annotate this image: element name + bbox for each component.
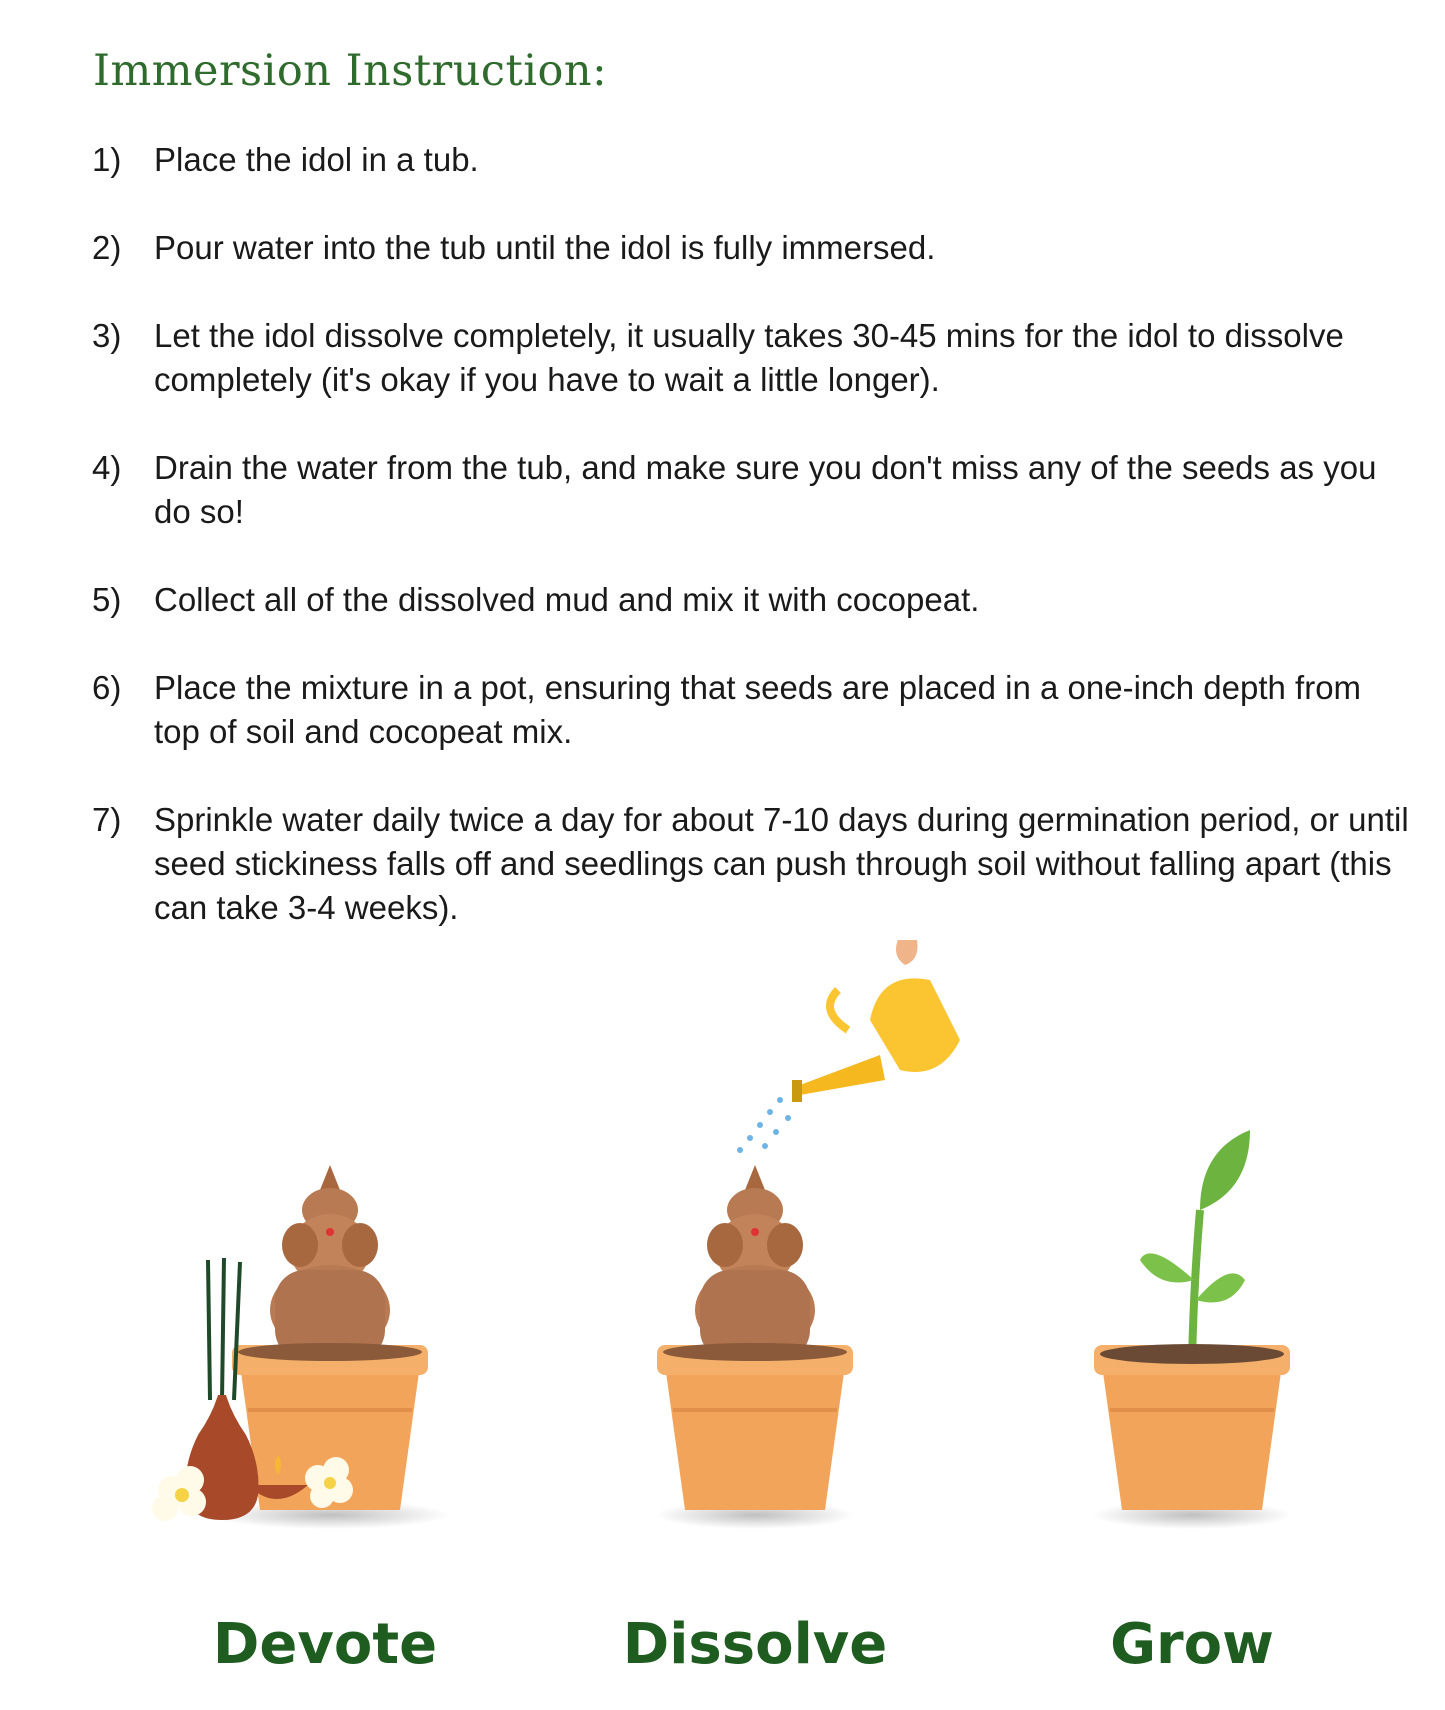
idol-pot-with-incense-icon bbox=[152, 1165, 450, 1529]
sapling-pot-icon bbox=[1092, 1130, 1292, 1529]
step-text: Sprinkle water daily twice a day for about 7-10 days during germination period, or until seed stickiness falls off and seedlings can push through soil without falling apart (this can take 3-4 weeks). bbox=[154, 801, 1409, 926]
idol-icon bbox=[695, 1165, 815, 1360]
watering-can-icon bbox=[792, 940, 1020, 1102]
step-number: 7) bbox=[92, 801, 122, 838]
step-text: Place the mixture in a pot, ensuring that seeds are placed in a one-inch depth from top of soil and cocopeat mix. bbox=[154, 669, 1362, 750]
stages-illustration bbox=[0, 940, 1445, 1590]
idol-icon bbox=[270, 1165, 390, 1360]
step-number: 2) bbox=[92, 229, 122, 266]
step-text: Pour water into the tub until the idol is fully immersed. bbox=[154, 229, 936, 266]
pot-icon bbox=[657, 1343, 853, 1510]
step-text: Place the idol in a tub. bbox=[154, 141, 479, 178]
water-drops-icon bbox=[737, 1097, 791, 1153]
step-text: Drain the water from the tub, and make sure you don't miss any of the seeds as you do so! bbox=[154, 449, 1377, 530]
step-number: 5) bbox=[92, 581, 122, 618]
idol-pot-watering-can-icon bbox=[655, 940, 1020, 1529]
stage-label-grow: Grow bbox=[1110, 1612, 1274, 1677]
step-number: 4) bbox=[92, 449, 122, 486]
sapling-icon bbox=[1140, 1130, 1250, 1360]
step-number: 1) bbox=[92, 141, 122, 178]
step-text: Collect all of the dissolved mud and mix it with cocopeat. bbox=[154, 581, 980, 618]
pot-icon bbox=[1094, 1344, 1290, 1510]
page-title: Immersion Instruction: bbox=[93, 46, 608, 96]
stage-label-devote: Devote bbox=[212, 1612, 438, 1677]
step-text: Let the idol dissolve completely, it usually takes 30-45 mins for the idol to dissolve completely (it's okay if you have to wait a little longer). bbox=[154, 317, 1344, 398]
stage-label-dissolve: Dissolve bbox=[622, 1612, 888, 1677]
step-number: 6) bbox=[92, 669, 122, 706]
step-number: 3) bbox=[92, 317, 122, 354]
flower-icon bbox=[152, 1466, 206, 1521]
